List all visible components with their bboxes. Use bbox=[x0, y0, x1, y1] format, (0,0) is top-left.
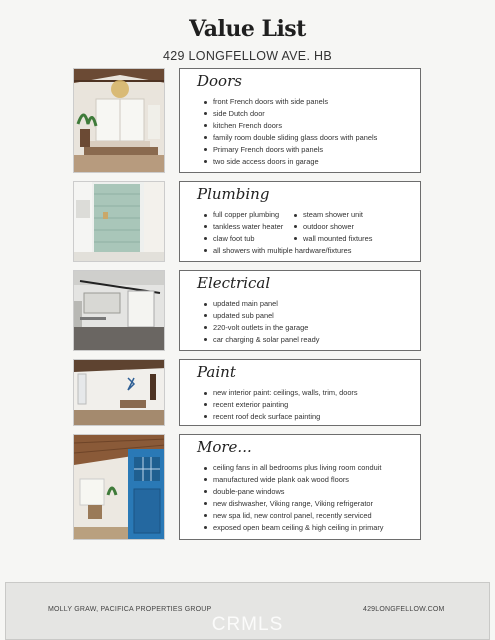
website-link[interactable]: 429LONGFELLOW.COM bbox=[363, 606, 445, 613]
card-plumbing bbox=[179, 181, 421, 262]
property-address: 429 LONGFELLOW AVE. HB bbox=[163, 49, 332, 63]
list-item: recent roof deck surface painting bbox=[204, 411, 420, 423]
list-item: manufactured wide plank oak wood floors bbox=[204, 474, 420, 486]
section-heading: Doors bbox=[197, 72, 242, 90]
list-item: steam shower unit bbox=[294, 209, 394, 221]
list-item: double-pane windows bbox=[204, 486, 420, 498]
photo-dining-room bbox=[73, 68, 165, 173]
photo-garage bbox=[73, 270, 165, 351]
list-item: tankless water heater bbox=[204, 221, 294, 233]
section-doors bbox=[73, 68, 421, 173]
photo-entry-door bbox=[73, 434, 165, 540]
card-paint bbox=[179, 359, 421, 426]
section-more bbox=[73, 434, 421, 540]
list-item: front French doors with side panels bbox=[204, 96, 420, 108]
list-item: wall mounted fixtures bbox=[294, 233, 394, 245]
plumbing-list bbox=[204, 209, 420, 257]
list-item: updated main panel bbox=[204, 298, 420, 310]
list-item: two side access doors in garage bbox=[204, 156, 420, 168]
list-item: outdoor shower bbox=[294, 221, 394, 233]
agent-name: MOLLY GRAW, PACIFICA PROPERTIES GROUP bbox=[48, 606, 212, 613]
list-item: Primary French doors with panels bbox=[204, 144, 420, 156]
list-item: new dishwasher, Viking range, Viking refrigerator bbox=[204, 498, 420, 510]
list-item: ceiling fans in all bedrooms plus living room conduit bbox=[204, 462, 420, 474]
section-heading: Paint bbox=[197, 363, 236, 381]
list-item: new interior paint: ceilings, walls, trim, doors bbox=[204, 387, 420, 399]
section-plumbing bbox=[73, 181, 421, 262]
card-doors bbox=[179, 68, 421, 173]
list-item: new spa lid, new control panel, recently serviced bbox=[204, 510, 420, 522]
paint-list bbox=[204, 387, 420, 423]
list-item: kitchen French doors bbox=[204, 120, 420, 132]
photo-living-room bbox=[73, 359, 165, 426]
card-electrical bbox=[179, 270, 421, 351]
card-more bbox=[179, 434, 421, 540]
electrical-list bbox=[204, 298, 420, 346]
list-item: 220-volt outlets in the garage bbox=[204, 322, 420, 334]
section-heading: Plumbing bbox=[197, 185, 270, 203]
section-heading: Electrical bbox=[197, 274, 271, 292]
section-heading: More... bbox=[197, 438, 252, 456]
list-item: updated sub panel bbox=[204, 310, 420, 322]
list-item: side Dutch door bbox=[204, 108, 420, 120]
footer bbox=[5, 582, 490, 640]
list-item: exposed open beam ceiling & high ceiling in primary bbox=[204, 522, 420, 534]
more-list bbox=[204, 462, 420, 533]
list-item: family room double sliding glass doors with panels bbox=[204, 132, 420, 144]
doors-list bbox=[204, 96, 420, 167]
list-item: all showers with multiple hardware/fixtures bbox=[204, 245, 394, 257]
list-item: car charging & solar panel ready bbox=[204, 334, 420, 346]
list-item: recent exterior painting bbox=[204, 399, 420, 411]
photo-bathroom bbox=[73, 181, 165, 262]
section-paint bbox=[73, 359, 421, 426]
section-electrical bbox=[73, 270, 421, 351]
list-item: full copper plumbing bbox=[204, 209, 294, 221]
watermark: CRMLS bbox=[211, 614, 284, 635]
list-item: claw foot tub bbox=[204, 233, 294, 245]
page-title: Value List bbox=[189, 16, 306, 42]
